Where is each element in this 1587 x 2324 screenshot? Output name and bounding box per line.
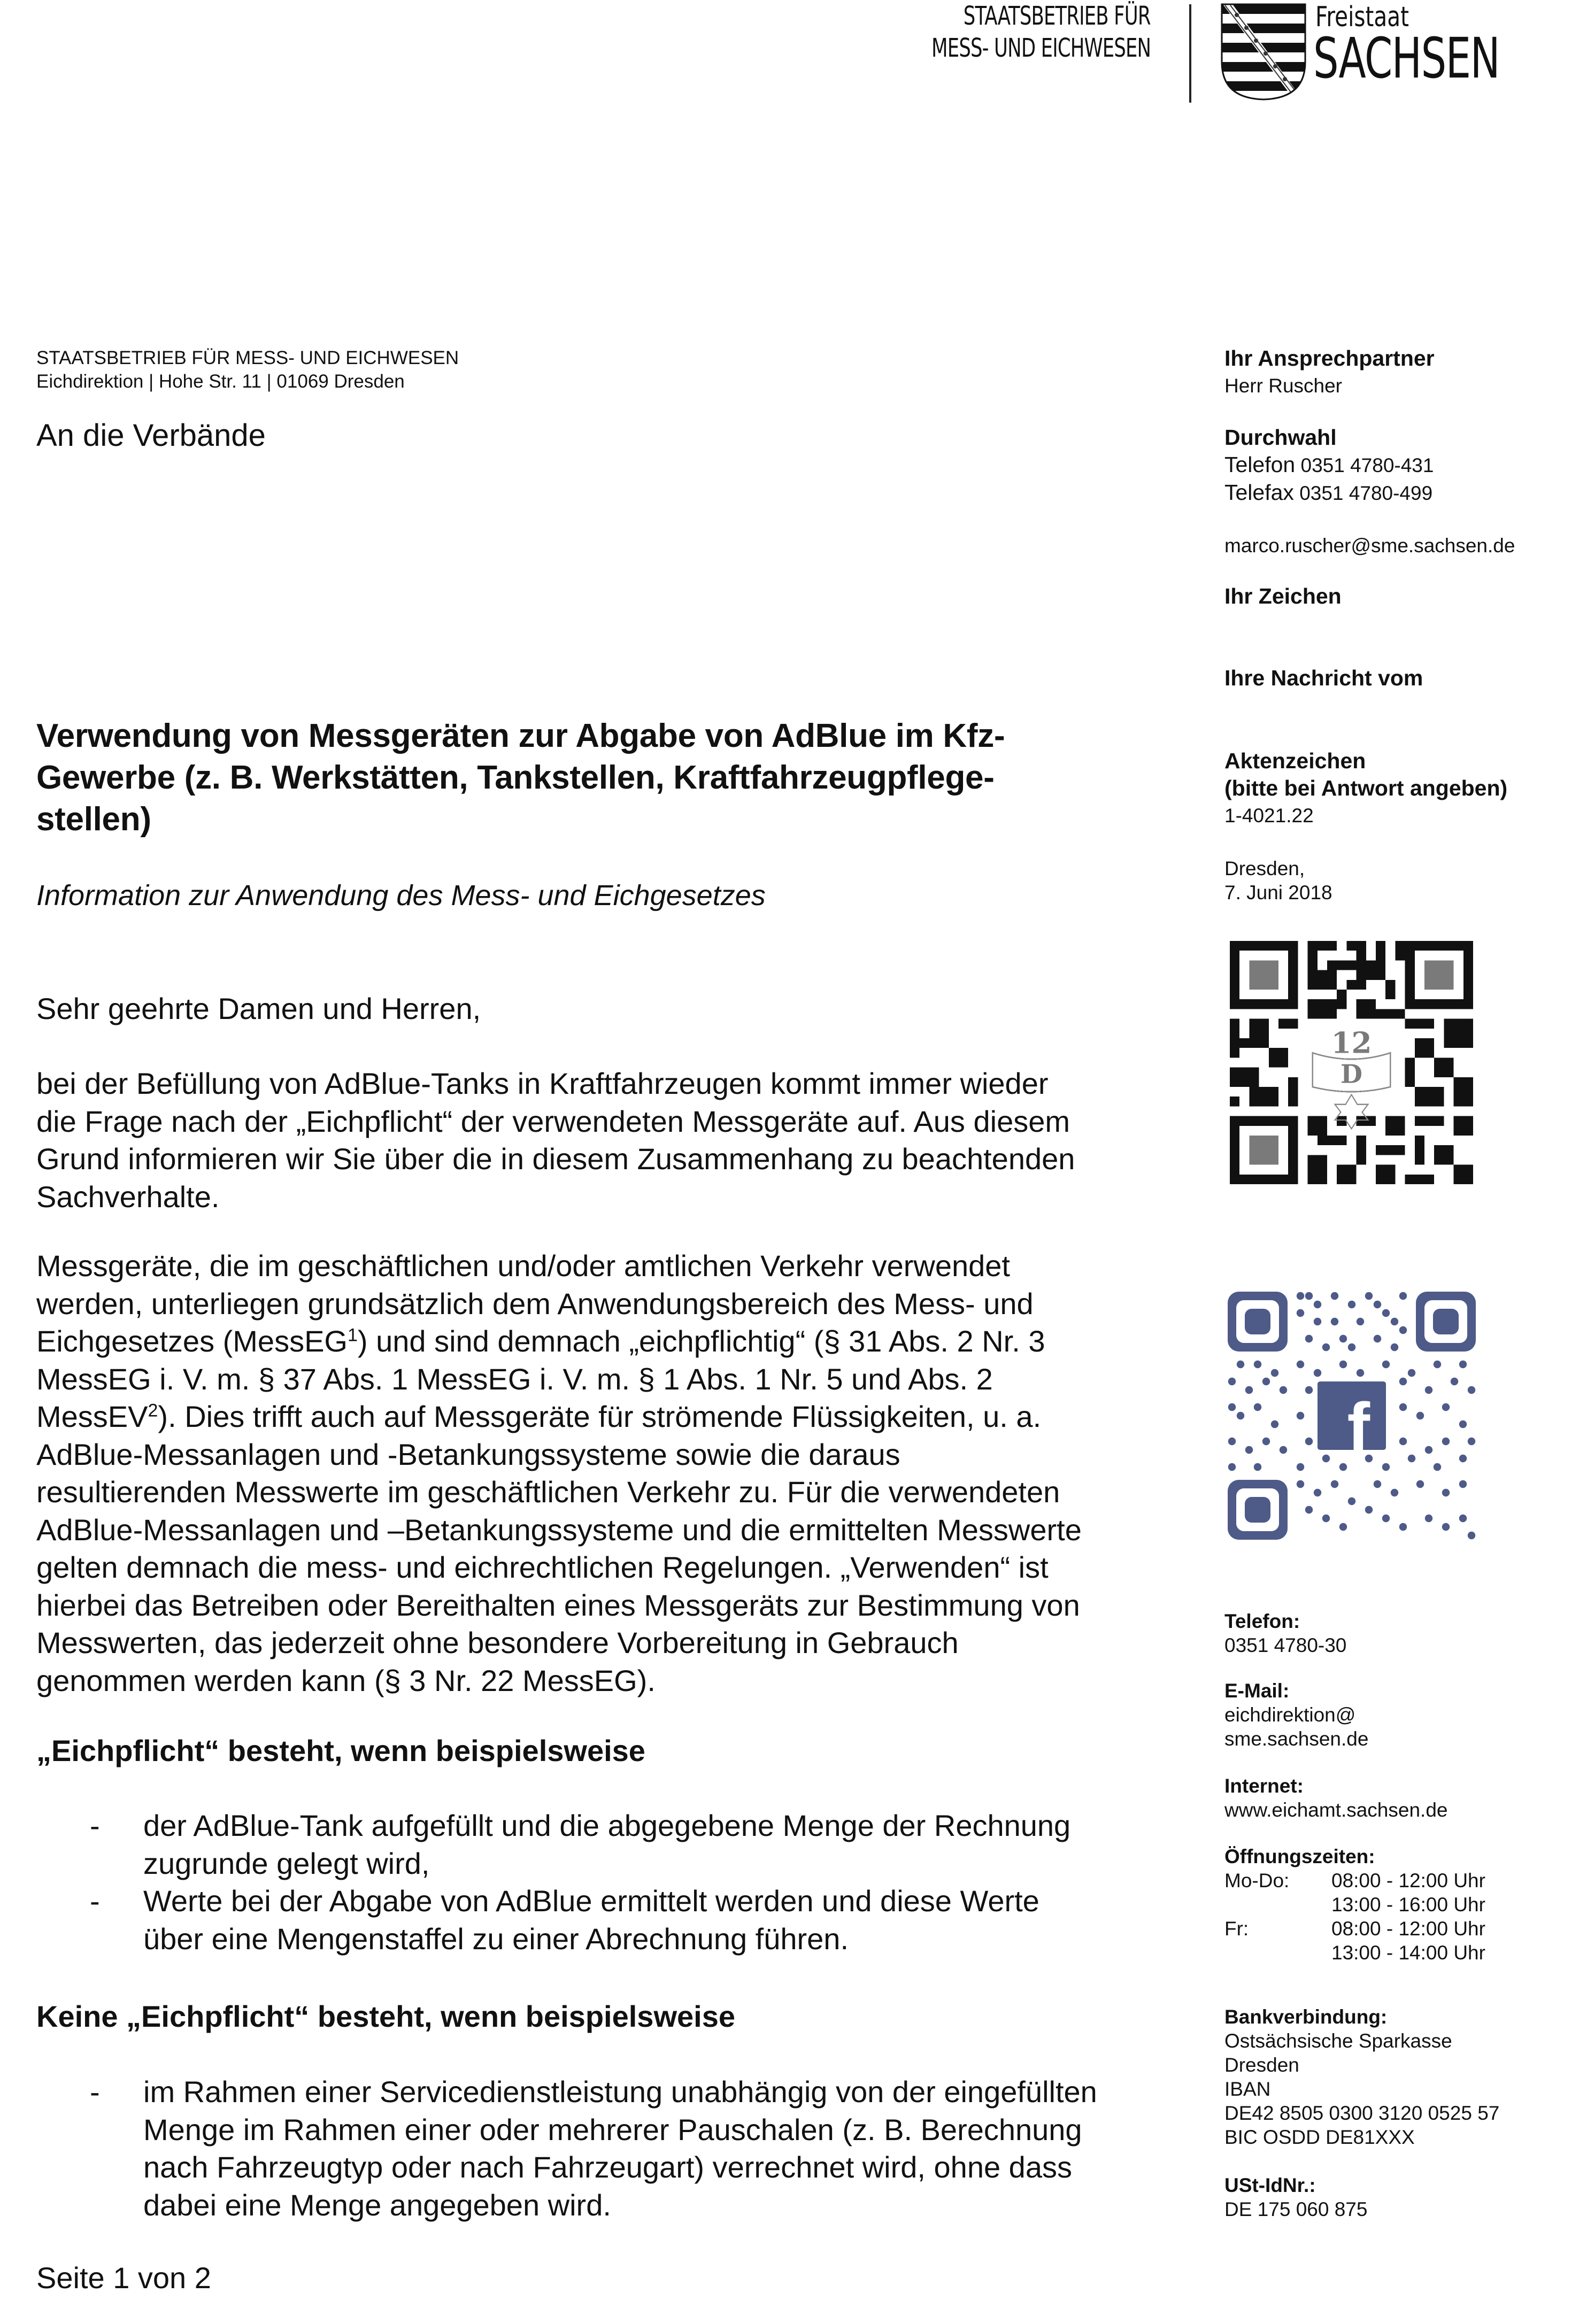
- contact-email[interactable]: marco.ruscher@sme.sachsen.de: [1224, 535, 1515, 557]
- office-email-label: E-Mail:: [1224, 1680, 1290, 1702]
- page-number: Seite 1 von 2: [36, 2261, 211, 2295]
- office-internet: [1224, 1774, 1447, 1822]
- dash-bullet-icon: -: [90, 1809, 100, 1842]
- saxony-coat-of-arms-icon: [1221, 3, 1306, 101]
- bank-line: IBAN: [1224, 2078, 1271, 2100]
- section-yes-list: [36, 1807, 1202, 1958]
- list-item: - im Rahmen einer Servicedienstleistung unabhängig von der eingefüllten Menge im Rahmen einer oder mehrerer Pauschalen (z. B. Berechnung nach Fahrzeugtyp oder nach Fahrzeugart) verrechnet wird, ohne dass dabei eine Menge angegeben wird.: [36, 2073, 1202, 2224]
- paragraph-line: Grund informieren wir Sie über die in diesem Zusammenhang zu beachtenden: [36, 1142, 1075, 1176]
- salutation: Sehr geehrte Damen und Herren,: [36, 992, 481, 1025]
- section-no-heading: Keine „Eichpflicht“ besteht, wenn beispielsweise: [36, 1999, 736, 2033]
- telefax-value: 0351 4780-499: [1299, 482, 1433, 504]
- qr-code-icon[interactable]: [1230, 941, 1473, 1184]
- hours-day: Mo-Do:: [1224, 1870, 1290, 1891]
- dash-bullet-icon: -: [90, 2075, 100, 2109]
- paragraph-2: [36, 1247, 1202, 1700]
- facebook-qr-code-icon[interactable]: [1228, 1292, 1476, 1540]
- ihre-nachricht-label: Ihre Nachricht vom: [1224, 666, 1423, 690]
- office-bank-label: Bankverbindung:: [1224, 2006, 1388, 2028]
- hours-time: 08:00 - 12:00 Uhr: [1331, 1918, 1485, 1940]
- hours-time: 13:00 - 14:00 Uhr: [1331, 1942, 1485, 1964]
- ansprechpartner-label: Ihr Ansprechpartner: [1224, 346, 1435, 370]
- letter-subtitle: Information zur Anwendung des Mess- und Eichgesetzes: [36, 879, 766, 912]
- footnote-ref-2[interactable]: 2: [148, 1400, 158, 1421]
- bank-line: BIC OSDD DE81XXX: [1224, 2126, 1415, 2148]
- letterhead-org-line2: MESS- UND EICHWESEN: [931, 33, 1151, 63]
- durchwahl-block: [1224, 424, 1434, 507]
- sender-line2: Eichdirektion | Hohe Str. 11 | 01069 Dresden: [36, 371, 405, 392]
- durchwahl-label: Durchwahl: [1224, 425, 1337, 450]
- office-hours: [1224, 1844, 1485, 1965]
- office-telefon: [1224, 1609, 1346, 1657]
- hours-time: 08:00 - 12:00 Uhr: [1331, 1870, 1485, 1891]
- office-ust-label: USt-IdNr.:: [1224, 2174, 1316, 2196]
- paragraph-line: AdBlue-Messanlagen und –Betankungssysteme und die ermittelten Messwerte: [36, 1512, 1082, 1547]
- footnote-ref-1[interactable]: 1: [347, 1325, 358, 1346]
- hours-time: 13:00 - 16:00 Uhr: [1331, 1894, 1485, 1916]
- paragraph-line: die Frage nach der „Eichpflicht“ der verwendeten Messgeräte auf. Aus diesem: [36, 1104, 1070, 1138]
- aktenzeichen-block: [1224, 747, 1507, 829]
- paragraph-line: genommen werden kann (§ 3 Nr. 22 MessEG).: [36, 1663, 656, 1697]
- aktenzeichen-label: Aktenzeichen: [1224, 748, 1366, 773]
- paragraph-line: MessEG i. V. m. § 37 Abs. 1 MessEG i. V. m. § 1 Abs. 1 Nr. 5 und Abs. 2: [36, 1362, 993, 1396]
- ihr-zeichen-label: Ihr Zeichen: [1224, 584, 1342, 608]
- title-line1: Verwendung von Messgeräten zur Abgabe von AdBlue im Kfz-: [36, 717, 1005, 754]
- letter-title: [36, 715, 1159, 840]
- paragraph-line: Messgeräte, die im geschäftlichen und/oder amtlichen Verkehr verwendet: [36, 1249, 1010, 1283]
- bank-line: DE42 8505 0300 3120 0525 57: [1224, 2102, 1500, 2124]
- paragraph-line: Messwerten, das jederzeit ohne besondere Vorbereitung in Gebrauch: [36, 1626, 959, 1659]
- title-line3: stellen): [36, 801, 151, 838]
- bank-line: Dresden: [1224, 2054, 1299, 2076]
- svg-text:f: f: [1347, 1389, 1370, 1466]
- list-item: - Werte bei der Abgabe von AdBlue ermittelt werden und diese Werte über eine Mengenstaffel zu einer Abrechnung führen.: [36, 1882, 1202, 1958]
- telefon-label: Telefon: [1224, 452, 1296, 477]
- sender-block: [36, 346, 459, 393]
- bank-line: Ostsächsische Sparkasse: [1224, 2030, 1452, 2052]
- date: 7. Juni 2018: [1224, 882, 1332, 904]
- contact-block: [1224, 345, 1435, 399]
- office-email: [1224, 1679, 1368, 1751]
- office-telefon-label: Telefon:: [1224, 1610, 1300, 1632]
- paragraph-line: gelten demnach die mess- und eichrechtlichen Regelungen. „Verwenden“ ist: [36, 1550, 1049, 1584]
- office-email-line1[interactable]: eichdirektion@: [1224, 1704, 1356, 1726]
- telefon-value: 0351 4780-431: [1300, 454, 1434, 476]
- aktenzeichen-value: 1-4021.22: [1224, 805, 1314, 827]
- paragraph-line: Sachverhalte.: [36, 1179, 220, 1214]
- paragraph-line: hierbei das Betreiben oder Bereithalten eines Messgeräts zur Bestimmung von: [36, 1588, 1080, 1622]
- aktenzeichen-hint: (bitte bei Antwort angeben): [1224, 776, 1508, 800]
- section-no-list: [36, 2073, 1202, 2224]
- office-internet-value[interactable]: www.eichamt.sachsen.de: [1224, 1799, 1448, 1821]
- hours-day: [1224, 1941, 1331, 1965]
- ansprechpartner-value: Herr Ruscher: [1224, 375, 1342, 397]
- office-ust: [1224, 2173, 1367, 2221]
- paragraph-line: bei der Befüllung von AdBlue-Tanks in Kraftfahrzeugen kommt immer wieder: [36, 1067, 1049, 1100]
- telefax-label: Telefax: [1224, 480, 1294, 505]
- list-item: - der AdBlue-Tank aufgefüllt und die abgegebene Menge der Rechnung zugrunde gelegt wird,: [36, 1807, 1202, 1882]
- office-hours-label: Öffnungszeiten:: [1224, 1846, 1375, 1867]
- paragraph-line: resultierenden Messwerte im geschäftlichen Verkehr zu. Für die verwendeten: [36, 1475, 1060, 1509]
- recipient: An die Verbände: [36, 418, 266, 453]
- paragraph-line: AdBlue-Messanlagen und -Betankungssysteme sowie die daraus: [36, 1437, 900, 1471]
- letterhead-state-small: Freistaat: [1315, 1, 1409, 33]
- office-email-line2[interactable]: sme.sachsen.de: [1224, 1728, 1369, 1750]
- place: Dresden,: [1224, 858, 1305, 879]
- letterhead-divider: [1189, 4, 1191, 103]
- paragraph-1: [36, 1065, 1202, 1216]
- hours-day: [1224, 1893, 1331, 1917]
- paragraph-line: werden, unterliegen grundsätzlich dem Anwendungsbereich des Mess- und: [36, 1286, 1034, 1321]
- hours-day: Fr:: [1224, 1918, 1249, 1940]
- dash-bullet-icon: -: [90, 1884, 100, 1918]
- letterhead-org-line1: STAATSBETRIEB FÜR: [964, 1, 1151, 31]
- section-yes-heading: „Eichpflicht“ besteht, wenn beispielsweise: [36, 1734, 645, 1767]
- svg-text:D: D: [1340, 1060, 1363, 1090]
- qr-overlay-number: 12: [1331, 1025, 1372, 1060]
- office-internet-label: Internet:: [1224, 1775, 1304, 1797]
- date-block: [1224, 856, 1332, 905]
- office-telefon-value: 0351 4780-30: [1224, 1634, 1347, 1656]
- paragraph-line: MessEV$^2$). Dies trifft auch auf Messgeräte für strömende Flüssigkeiten, u. a.: [36, 1400, 1042, 1433]
- office-bank: [1224, 2005, 1499, 2149]
- paragraph-line: Eichgesetzes (MessEG$^1$) und sind demnach „eichpflichtig“ (§ 31 Abs. 2 Nr. 3: [36, 1324, 1045, 1358]
- title-line2: Gewerbe (z. B. Werkstätten, Tankstellen, Kraftfahrzeugpflege-: [36, 759, 995, 796]
- sender-line1: STAATSBETRIEB FÜR MESS- UND EICHWESEN: [36, 348, 459, 368]
- letterhead-state-big: SACHSEN: [1313, 26, 1500, 91]
- office-ust-value: DE 175 060 875: [1224, 2198, 1368, 2220]
